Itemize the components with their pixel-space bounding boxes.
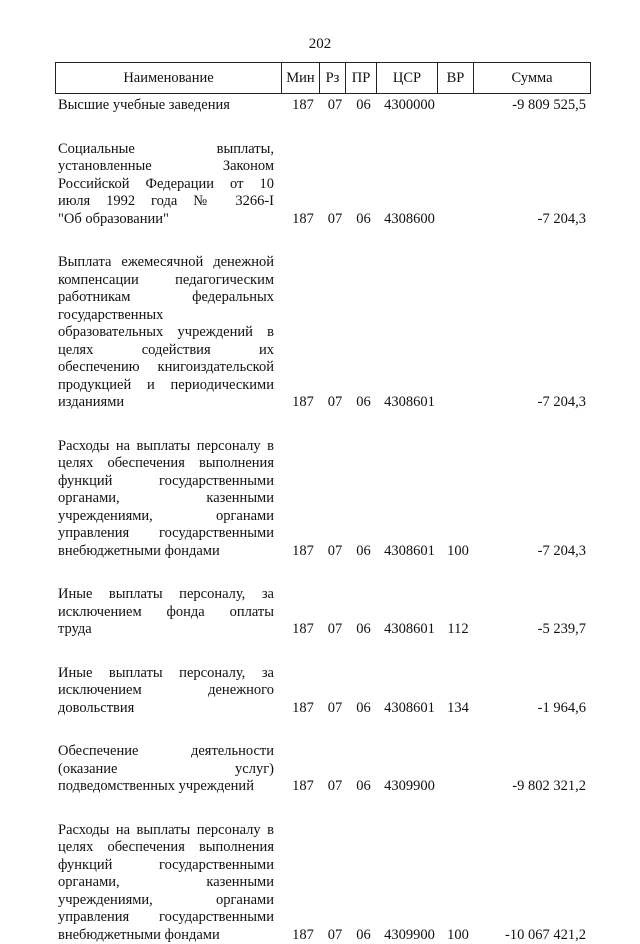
- table-row: [0, 141, 640, 229]
- cell-sum: -7 204,3: [476, 394, 586, 412]
- cell-min: 187: [284, 97, 322, 115]
- cell-name-line: Расходы на выплаты персоналу в: [58, 822, 274, 840]
- cell-name: [58, 254, 274, 412]
- cell-name-line: подведомственных учреждений: [58, 778, 274, 796]
- cell-pr: 06: [348, 621, 379, 639]
- cell-csr: 4300000: [379, 97, 440, 115]
- table-row: [0, 743, 640, 796]
- cell-name-line: целях содействия их: [58, 342, 274, 360]
- page-number: 202: [0, 36, 640, 53]
- cell-csr: 4308601: [379, 700, 440, 718]
- cell-name-line: (оказание услуг): [58, 761, 274, 779]
- cell-sum: -9 802 321,2: [476, 778, 586, 796]
- cell-pr: 06: [348, 543, 379, 561]
- cell-pr: 06: [348, 778, 379, 796]
- cell-name-line: учреждениями, органами: [58, 892, 274, 910]
- cell-name: [58, 822, 274, 944]
- cell-name-line: Высшие учебные заведения: [58, 97, 274, 115]
- column-header-csr: ЦСР: [377, 63, 438, 94]
- cell-name-line: исключением фонда оплаты: [58, 604, 274, 622]
- column-header-sum: Сумма: [474, 63, 591, 94]
- cell-name-line: органами, казенными: [58, 490, 274, 508]
- table-row: [0, 438, 640, 561]
- cell-name: [58, 97, 274, 115]
- cell-csr: 4309900: [379, 778, 440, 796]
- cell-name: [58, 141, 274, 229]
- column-header-name: Наименование: [56, 63, 282, 94]
- table-row: [0, 586, 640, 639]
- cell-name-line: компенсации педагогическим: [58, 272, 274, 290]
- cell-name-line: Социальные выплаты,: [58, 141, 274, 159]
- cell-sum: -10 067 421,2: [476, 927, 586, 944]
- cell-name-line: учреждениями, органами: [58, 508, 274, 526]
- cell-vr: 100: [440, 927, 476, 944]
- cell-name-line: установленные Законом: [58, 158, 274, 176]
- cell-vr: 100: [440, 543, 476, 561]
- table-row: [0, 822, 640, 944]
- cell-name-line: изданиями: [58, 394, 274, 412]
- table-row: [0, 254, 640, 412]
- cell-name-line: управления государственными: [58, 525, 274, 543]
- cell-name: [58, 586, 274, 639]
- cell-name-line: Обеспечение деятельности: [58, 743, 274, 761]
- cell-name-line: "Об образовании": [58, 211, 274, 229]
- cell-name-line: целях обеспечения выполнения: [58, 455, 274, 473]
- cell-name-line: Российской Федерации от 10: [58, 176, 274, 194]
- cell-name-line: целях обеспечения выполнения: [58, 839, 274, 857]
- cell-min: 187: [284, 927, 322, 944]
- cell-pr: 06: [348, 97, 379, 115]
- cell-sum: -1 964,6: [476, 700, 586, 718]
- cell-name: [58, 743, 274, 796]
- cell-sum: -7 204,3: [476, 543, 586, 561]
- cell-name-line: Расходы на выплаты персоналу в: [58, 438, 274, 456]
- cell-rz: 07: [322, 211, 348, 229]
- column-header-rz: Рз: [320, 63, 346, 94]
- cell-min: 187: [284, 211, 322, 229]
- cell-name-line: довольствия: [58, 700, 274, 718]
- cell-pr: 06: [348, 394, 379, 412]
- cell-pr: 06: [348, 211, 379, 229]
- cell-name-line: органами, казенными: [58, 874, 274, 892]
- cell-rz: 07: [322, 927, 348, 944]
- cell-vr: 134: [440, 700, 476, 718]
- cell-name-line: функций государственными: [58, 857, 274, 875]
- cell-rz: 07: [322, 621, 348, 639]
- cell-vr: 112: [440, 621, 476, 639]
- cell-name: [58, 665, 274, 718]
- cell-name-line: июля 1992 года № 3266-I: [58, 193, 274, 211]
- cell-name-line: внебюджетными фондами: [58, 927, 274, 944]
- cell-rz: 07: [322, 543, 348, 561]
- cell-name-line: внебюджетными фондами: [58, 543, 274, 561]
- cell-name: [58, 438, 274, 561]
- cell-sum: -7 204,3: [476, 211, 586, 229]
- cell-csr: 4308600: [379, 211, 440, 229]
- cell-rz: 07: [322, 394, 348, 412]
- column-header-min: Мин: [282, 63, 320, 94]
- cell-min: 187: [284, 700, 322, 718]
- cell-name-line: продукцией и периодическими: [58, 377, 274, 395]
- cell-name-line: Иные выплаты персоналу, за: [58, 665, 274, 683]
- cell-name-line: обеспечению книгоиздательской: [58, 359, 274, 377]
- table-row: [0, 665, 640, 718]
- cell-sum: -9 809 525,5: [476, 97, 586, 115]
- column-header-vr: ВР: [438, 63, 474, 94]
- cell-pr: 06: [348, 700, 379, 718]
- cell-csr: 4309900: [379, 927, 440, 944]
- cell-name-line: Выплата ежемесячной денежной: [58, 254, 274, 272]
- cell-name-line: образовательных учреждений в: [58, 324, 274, 342]
- table-header: [55, 62, 591, 94]
- cell-rz: 07: [322, 778, 348, 796]
- cell-name-line: работникам федеральных: [58, 289, 274, 307]
- cell-name-line: исключением денежного: [58, 682, 274, 700]
- cell-min: 187: [284, 621, 322, 639]
- cell-name-line: государственных: [58, 307, 274, 325]
- table-row: [0, 97, 640, 115]
- cell-csr: 4308601: [379, 621, 440, 639]
- cell-name-line: управления государственными: [58, 909, 274, 927]
- cell-rz: 07: [322, 97, 348, 115]
- cell-sum: -5 239,7: [476, 621, 586, 639]
- cell-min: 187: [284, 778, 322, 796]
- cell-name-line: труда: [58, 621, 274, 639]
- cell-min: 187: [284, 543, 322, 561]
- cell-csr: 4308601: [379, 394, 440, 412]
- cell-name-line: функций государственными: [58, 473, 274, 491]
- cell-rz: 07: [322, 700, 348, 718]
- cell-name-line: Иные выплаты персоналу, за: [58, 586, 274, 604]
- column-header-pr: ПР: [346, 63, 377, 94]
- cell-csr: 4308601: [379, 543, 440, 561]
- cell-min: 187: [284, 394, 322, 412]
- cell-pr: 06: [348, 927, 379, 944]
